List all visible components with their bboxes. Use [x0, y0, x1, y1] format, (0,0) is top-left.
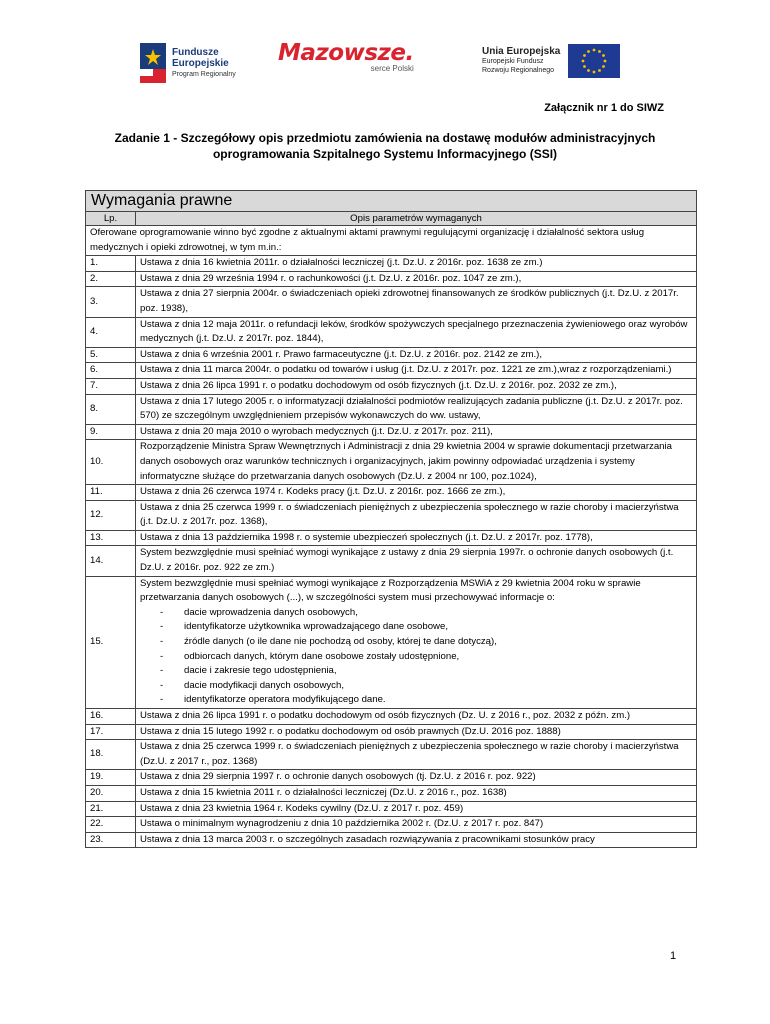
row-text: Ustawa z dnia 11 marca 2004r. o podatku od towarów i usług (j.t. Dz.U. z 2017r. poz. 1221 ze zm.),wraz z rozporządzeniami.)	[136, 363, 697, 379]
table-row	[86, 785, 697, 801]
row-text: Ustawa z dnia 25 czerwca 1999 r. o świadczeniach pieniężnych z ubezpieczenia społecznego w razie choroby i macierzyństwa (Dz.U. z 2017 r., poz. 1368)	[136, 740, 697, 770]
ue-line2: Europejski Fundusz	[482, 58, 544, 65]
table-row	[86, 424, 697, 440]
row-number: 11.	[86, 485, 136, 501]
row-number: 1.	[86, 256, 136, 272]
section-title: Wymagania prawne	[86, 191, 697, 212]
table-row	[86, 271, 697, 287]
row-number: 5.	[86, 347, 136, 363]
table-row	[86, 740, 697, 770]
row-text: System bezwzględnie musi spełniać wymogi wynikające z ustawy z dnia 29 sierpnia 1997r. o ochronie danych osobowych (j.t. Dz.U. z 2016r. poz. 922 ze zm.)	[136, 546, 697, 576]
rows-group-a	[86, 256, 697, 576]
row-number: 20.	[86, 785, 136, 801]
row-number: 23.	[86, 832, 136, 848]
row15-list-item: - identyfikatorze użytkownika wprowadzającego dane osobowe,	[160, 620, 692, 635]
row15-text: System bezwzględnie musi spełniać wymogi wynikające z Rozporządzenia MSWiA z 29 kwietnia 2004 roku w sprawie przetwarzania danych osobowych (...), w szczególności system musi przechowywać informacje o:	[140, 577, 641, 604]
row-text: Ustawa z dnia 6 września 2001 r. Prawo farmaceutyczne (j.t. Dz.U. z 2016r. poz. 2142 ze zm.),	[136, 347, 697, 363]
row-text: Ustawa z dnia 29 września 1994 r. o rachunkowości (j.t. Dz.U. z 2016r. poz. 1047 ze zm.),	[136, 271, 697, 287]
row-text: Ustawa z dnia 26 lipca 1991 r. o podatku dochodowym od osób fizycznych (j.t. Dz.U. z 2016r. poz. 2032 ze zm.),	[136, 378, 697, 394]
row-number: 19.	[86, 770, 136, 786]
row-number: 7.	[86, 378, 136, 394]
mazowsze-sub: serce Polski	[370, 64, 414, 73]
table-row	[86, 709, 697, 725]
table-row	[86, 724, 697, 740]
row15-list-item: - źródle danych (o ile dane nie pochodzą od osoby, której te dane dotyczą),	[160, 635, 692, 650]
row-text: Ustawa z dnia 26 lipca 1991 r. o podatku dochodowym od osób fizycznych (Dz. U. z 2016 r., poz. 2032 z późn. zm.)	[136, 709, 697, 725]
table-row	[86, 363, 697, 379]
table-row	[86, 801, 697, 817]
eu-flag-icon	[568, 44, 620, 78]
row-number: 15.	[86, 576, 136, 708]
table-row	[86, 394, 697, 424]
row-text: Ustawa z dnia 26 czerwca 1974 r. Kodeks pracy (j.t. Dz.U. z 2016r. poz. 1666 ze zm.),	[136, 485, 697, 501]
row-number: 12.	[86, 500, 136, 530]
ue-line1: Unia Europejska	[482, 46, 561, 57]
row-number: 22.	[86, 817, 136, 833]
row-text: Ustawa z dnia 16 kwietnia 2011r. o działalności leczniczej (j.t. Dz.U. z 2016r. poz. 1638 ze zm.)	[136, 256, 697, 272]
intro-text: Oferowane oprogramowanie winno być zgodne z aktualnymi aktami prawnymi regulującymi organizację i działalność sektora usług medycznych i opieki zdrowotnej, w tym m.in.:	[86, 226, 697, 256]
task-title: Zadanie 1 - Szczegółowy opis przedmiotu zamówienia na dostawę modułów administracyjnych oprogramowania Szpitalnego Systemu Informacyjnego (SSI)	[114, 131, 656, 161]
row15-list	[140, 606, 692, 708]
row-text	[136, 576, 697, 708]
row-text: Ustawa z dnia 13 października 1998 r. o systemie ubezpieczeń społecznych (j.t. Dz.U. z 2017r. poz. 1778),	[136, 530, 697, 546]
row-number: 8.	[86, 394, 136, 424]
row-text: Ustawa z dnia 15 lutego 1992 r. o podatku dochodowym od osób prawnych (Dz.U. 2016 poz. 1888)	[136, 724, 697, 740]
row15-list-item: - dacie wprowadzenia danych osobowych,	[160, 606, 692, 621]
row-number: 17.	[86, 724, 136, 740]
row-text: Ustawa z dnia 20 maja 2010 o wyrobach medycznych (j.t. Dz.U. z 2017r. poz. 211),	[136, 424, 697, 440]
fe-star-icon	[140, 43, 166, 83]
ue-line3: Rozwoju Regionalnego	[482, 67, 554, 74]
row-number: 16.	[86, 709, 136, 725]
table-row	[86, 576, 697, 708]
row15-list-item: - odbiorcach danych, którym dane osobowe zostały udostępnione,	[160, 650, 692, 665]
row-number: 4.	[86, 317, 136, 347]
row-number: 13.	[86, 530, 136, 546]
col-lp-header: Lp.	[86, 212, 136, 226]
row-text: Ustawa z dnia 25 czerwca 1999 r. o świadczeniach pieniężnych z ubezpieczenia społecznego w razie choroby i macierzyństwa (j.t. Dz.U. z 2017r. poz. 1368),	[136, 500, 697, 530]
table-row	[86, 546, 697, 576]
table-row	[86, 817, 697, 833]
row-text: Ustawa z dnia 17 lutego 2005 r. o informatyzacji działalności podmiotów realizujących zadania publiczne (j.t. Dz.U. z 2017r. poz. 570) ze szczególnym uwzględnieniem przepisów wykonawczych do ww. ustawy,	[136, 394, 697, 424]
table-row	[86, 440, 697, 485]
table-row	[86, 500, 697, 530]
row-text: Ustawa o minimalnym wynagrodzeniu z dnia 10 października 2002 r. (Dz.U. z 2017 r. poz. 847)	[136, 817, 697, 833]
table-row	[86, 347, 697, 363]
fe-line2: Europejskie	[172, 57, 229, 69]
mazowsze-logo	[278, 40, 414, 73]
table-row	[86, 317, 697, 347]
row15-list-item: - dacie modyfikacji danych osobowych,	[160, 679, 692, 694]
fe-line1: Fundusze	[172, 46, 219, 58]
row-text: Rozporządzenie Ministra Spraw Wewnętrznych i Administracji z dnia 29 kwietnia 2004 w sprawie dokumentacji przetwarzania danych osobowych oraz warunków technicznych i organizacyjnych, jakim powinny odpowiadać urządzenia i systemy informatyczne służące do przetwarzania danych osobowych (Dz.U. z 2004 nr 100, poz.1024),	[136, 440, 697, 485]
row-number: 18.	[86, 740, 136, 770]
unia-europejska-logo	[482, 46, 620, 78]
row-text: Ustawa z dnia 13 marca 2003 r. o szczególnych zasadach rozwiązywania z pracownikami stosunków pracy	[136, 832, 697, 848]
row-number: 21.	[86, 801, 136, 817]
fe-line3: Program Regionalny	[172, 70, 236, 78]
row-text: Ustawa z dnia 12 maja 2011r. o refundacji leków, środków spożywczych specjalnego przeznaczenia żywieniowego oraz wyrobów medycznych (j.t. Dz.U. z 2017r. poz. 1844),	[136, 317, 697, 347]
table-row	[86, 530, 697, 546]
row-text: Ustawa z dnia 27 sierpnia 2004r. o świadczeniach opieki zdrowotnej finansowanych ze środków publicznych (j.t. Dz.U. z 2017r. poz. 1938),	[136, 287, 697, 317]
mazowsze-word: Mazowsze.	[278, 40, 414, 66]
col-desc-header: Opis parametrów wymaganych	[136, 212, 697, 226]
table-row	[86, 287, 697, 317]
row-number: 14.	[86, 546, 136, 576]
row-number: 9.	[86, 424, 136, 440]
table-row	[86, 256, 697, 272]
row-number: 3.	[86, 287, 136, 317]
requirements-table	[85, 190, 697, 848]
row-text: Ustawa z dnia 15 kwietnia 2011 r. o działalności leczniczej (Dz.U. z 2016 r., poz. 1638)	[136, 785, 697, 801]
attachment-label: Załącznik nr 1 do SIWZ	[544, 102, 664, 114]
row-number: 6.	[86, 363, 136, 379]
table-row	[86, 485, 697, 501]
table-row	[86, 378, 697, 394]
row15-list-item: - identyfikatorze operatora modyfikującego dane.	[160, 693, 692, 708]
row-text: Ustawa z dnia 29 sierpnia 1997 r. o ochronie danych osobowych (tj. Dz.U. z 2016 r. poz. 922)	[136, 770, 697, 786]
table-row	[86, 770, 697, 786]
logo-bar	[0, 40, 770, 90]
row-number: 2.	[86, 271, 136, 287]
row-text: Ustawa z dnia 23 kwietnia 1964 r. Kodeks cywilny (Dz.U. z 2017 r. poz. 459)	[136, 801, 697, 817]
row15-list-item: - dacie i zakresie tego udostępnienia,	[160, 664, 692, 679]
rows-group-b	[86, 709, 697, 848]
row-number: 10.	[86, 440, 136, 485]
fundusze-europejskie-logo	[140, 43, 236, 83]
table-row	[86, 832, 697, 848]
page-number: 1	[670, 950, 677, 962]
